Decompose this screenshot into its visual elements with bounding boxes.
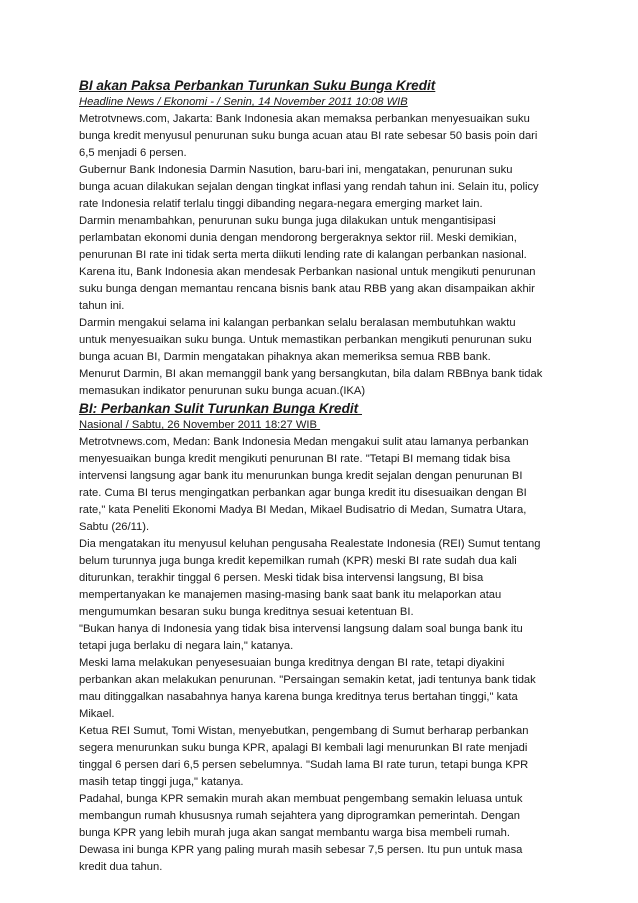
- article-title[interactable]: BI akan Paksa Perbankan Turunkan Suku Bunga Kredit: [79, 78, 436, 93]
- paragraph-line: tinggal 6 persen dari 6,5 persen sebelumnya. "Sudah lama BI rate turun, tetapi bunga KPR: [79, 759, 529, 771]
- paragraph-line: Karena itu, Bank Indonesia akan mendesak Perbankan nasional untuk mengikuti penurunan: [79, 266, 536, 278]
- article-meta[interactable]: Headline News / Ekonomi - / Senin, 14 November 2011 10:08 WIB: [79, 96, 408, 108]
- document-page: [79, 77, 561, 876]
- paragraph-line: perlambatan ekonomi dunia dengan mendorong bergeraknya sektor riil. Meski demikian,: [79, 232, 517, 244]
- paragraph-line: Meski lama melakukan penyesesuaian bunga kreditnya dengan BI rate, tetapi diyakini: [79, 657, 505, 669]
- paragraph-line: bunga acuan dilakukan sejalan dengan tingkat inflasi yang rendah tahun ini. Selain itu, policy: [79, 181, 539, 193]
- paragraph-line: membangun rumah khususnya rumah sejahtera yang diprogramkan pemerintah. Dengan: [79, 810, 520, 822]
- paragraph-line: mempertanyakan ke manajemen masing-masing bank saat bank itu melaporkan atau: [79, 589, 502, 601]
- paragraph-line: Darmin mengakui selama ini kalangan perbankan selalu beralasan membutuhkan waktu: [79, 317, 516, 329]
- paragraph-line: Menurut Darmin, BI akan memanggil bank yang bersangkutan, bila dalam RBBnya bank tidak: [79, 368, 543, 380]
- paragraph-line: perbankan akan melakukan penurunan. "Persaingan semakin ketat, jadi tentunya bank tidak: [79, 674, 536, 686]
- article: [79, 400, 561, 876]
- paragraph-line: suku bunga dengan memantau rencana bisnis bank atau RBB yang akan disampaikan akhir: [79, 283, 535, 295]
- paragraph-line: Ketua REI Sumut, Tomi Wistan, menyebutkan, pengembang di Sumut berharap perbankan: [79, 725, 529, 737]
- article-paragraph: [79, 162, 561, 213]
- paragraph-line: rate Indonesia relatif terlalu tinggi dibanding negara-negara emerging market lain.: [79, 198, 483, 210]
- paragraph-line: Darmin menambahkan, penurunan suku bunga juga dilakukan untuk mengantisipasi: [79, 215, 496, 227]
- article-list: [79, 77, 561, 876]
- article-paragraph: [79, 791, 561, 842]
- article-paragraph: [79, 264, 561, 315]
- paragraph-line: mengumumkan besaran suku bunga kreditnya sesuai ketentuan BI.: [79, 606, 414, 618]
- paragraph-line: bunga acuan BI, Darmin mengatakan pihaknya akan memeriksa semua RBB bank.: [79, 351, 491, 363]
- paragraph-line: Dia mengatakan itu menyusul keluhan pengusaha Realestate Indonesia (REI) Sumut tentang: [79, 538, 541, 550]
- paragraph-line: Sabtu (26/11).: [79, 521, 150, 533]
- paragraph-line: Dewasa ini bunga KPR yang paling murah masih sebesar 7,5 persen. Itu pun untuk masa: [79, 844, 523, 856]
- paragraph-line: tahun ini.: [79, 300, 125, 312]
- article-paragraph: [79, 655, 561, 723]
- paragraph-line: kredit dua tahun.: [79, 861, 163, 873]
- paragraph-line: untuk menyesuaikan suku bunga. Untuk memastikan perbankan mengikuti penurunan suku: [79, 334, 532, 346]
- paragraph-line: Metrotvnews.com, Medan: Bank Indonesia Medan mengakui sulit atau lamanya perbankan: [79, 436, 529, 448]
- article: [79, 77, 561, 400]
- article-paragraph: [79, 842, 561, 876]
- paragraph-line: 6,5 menjadi 6 persen.: [79, 147, 187, 159]
- paragraph-line: diturunkan, terakhir tinggal 6 persen. Meski tidak bisa intervensi langsung, BI bisa: [79, 572, 484, 584]
- article-paragraph: [79, 315, 561, 366]
- article-meta[interactable]: Nasional / Sabtu, 26 November 2011 18:27 WIB: [79, 419, 321, 431]
- article-title[interactable]: BI: Perbankan Sulit Turunkan Bunga Kredit: [79, 401, 362, 416]
- paragraph-line: Gubernur Bank Indonesia Darmin Nasution, baru-bari ini, mengatakan, penurunan suku: [79, 164, 513, 176]
- paragraph-line: bunga KPR yang lebih murah juga akan sangat membantu warga bisa membeli rumah.: [79, 827, 510, 839]
- paragraph-line: tetapi juga berlaku di negara lain," katanya.: [79, 640, 294, 652]
- paragraph-line: Mikael.: [79, 708, 115, 720]
- paragraph-line: menyesuaikan bunga kredit mengikuti penurunan BI rate. "Tetapi BI memang tidak bisa: [79, 453, 511, 465]
- article-paragraph: [79, 536, 561, 621]
- paragraph-line: Metrotvnews.com, Jakarta: Bank Indonesia akan memaksa perbankan menyesuaikan suku: [79, 113, 530, 125]
- paragraph-line: penurunan BI rate ini tidak serta merta diikuti lending rate di kalangan perbankan nasional.: [79, 249, 527, 261]
- paragraph-line: rate," kata Peneliti Ekonomi Madya BI Medan, Mikael Budisatrio di Medan, Sumatra Utara,: [79, 504, 527, 516]
- paragraph-line: masih tetap tinggi juga," katanya.: [79, 776, 244, 788]
- article-paragraph: [79, 366, 561, 400]
- article-paragraph: [79, 434, 561, 536]
- article-paragraph: [79, 111, 561, 162]
- paragraph-line: rate. Cuma BI terus mengingatkan perbankan agar bunga kredit itu disesuaikan dengan BI: [79, 487, 527, 499]
- paragraph-line: segera menurunkan suku bunga KPR, apalagi BI kembali lagi menurunkan BI rate menjadi: [79, 742, 528, 754]
- paragraph-line: "Bukan hanya di Indonesia yang tidak bisa intervensi langsung dalam soal bunga bank itu: [79, 623, 523, 635]
- paragraph-line: belum turunnya juga bunga kredit kepemilkan rumah (KPR) meski BI rate sudah dua kali: [79, 555, 517, 567]
- article-paragraph: [79, 213, 561, 264]
- paragraph-line: intervensi langsung agar bank itu menurunkan bunga kredit sejalan dengan penurunan BI: [79, 470, 523, 482]
- paragraph-line: memasukan indikator penurunan suku bunga acuan.(IKA): [79, 385, 366, 397]
- paragraph-line: Padahal, bunga KPR semakin murah akan membuat pengembang semakin leluasa untuk: [79, 793, 523, 805]
- paragraph-line: mau ditinggalkan nasabahnya hanya karena bunga kreditnya terus bertahan tinggi," kata: [79, 691, 518, 703]
- paragraph-line: bunga kredit menyusul penurunan suku bunga acuan atau BI rate sebesar 50 basis poin dari: [79, 130, 538, 142]
- article-paragraph: [79, 621, 561, 655]
- article-paragraph: [79, 723, 561, 791]
